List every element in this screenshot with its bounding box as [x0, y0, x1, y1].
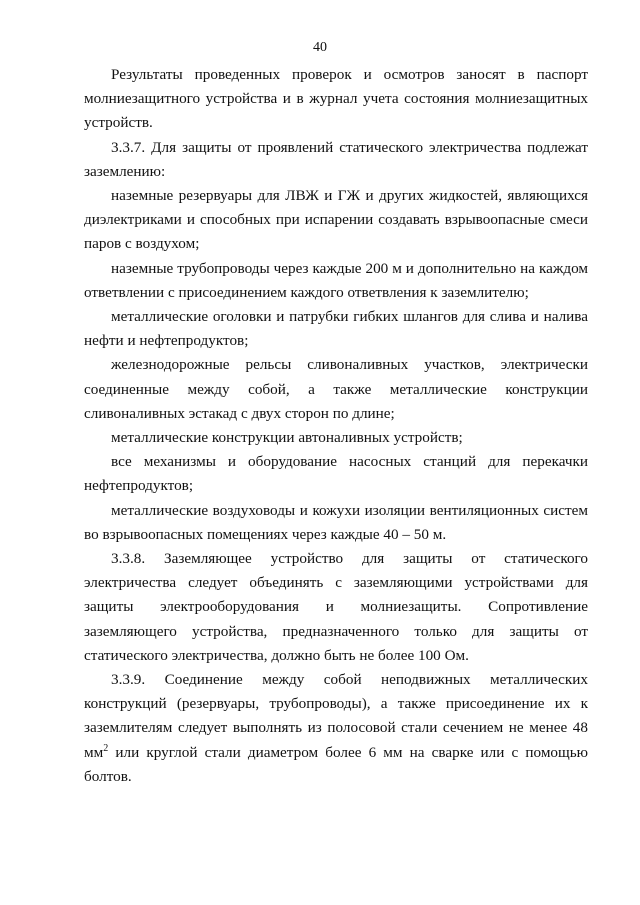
list-item-pump-stations: все механизмы и оборудование насосных станций для перекачки нефтепродуктов;: [84, 453, 588, 495]
list-item-auto-loading: металлические конструкции автоналивных устройств;: [111, 429, 463, 447]
paragraph-3-3-7: 3.3.7. Для защиты от проявлений статического электричества подлежат заземлению:: [84, 138, 588, 180]
paragraph-3-3-9-text-after: или круглой стали диаметром более 6 мм на сварке или с помощью болтов.: [84, 743, 588, 785]
list-item-rails: железнодорожные рельсы сливоналивных участков, электрически соединенные между собой, а также металлические конструкции сливоналивных эстакад с двух сторон по длине;: [84, 356, 588, 422]
paragraph-results: Результаты проведенных проверок и осмотров заносят в паспорт молниезащитного устройства и в журнал учета состояния молниезащитных устройств.: [84, 66, 588, 132]
list-item-hoses: металлические оголовки и патрубки гибких шлангов для слива и налива нефти и нефтепродуктов;: [84, 308, 588, 350]
page-number: 40: [313, 40, 327, 55]
document-body: [84, 63, 588, 789]
paragraph-3-3-9-text-before: 3.3.9. Соединение между собой неподвижных металлических конструкций (резервуары, трубопроводы), а также присоединение их к заземлителям следует выполнять из полосовой стали сечением не менее 48 мм: [84, 671, 588, 761]
paragraph-3-3-8: 3.3.8. Заземляющее устройство для защиты от статического электричества следует объединять с заземляющими устройствами для защиты электрооборудования и молниезащиты. Сопротивление заземляющего устройства, предназначенного только для защиты от статического электричества, должно быть не более 100 Ом.: [84, 550, 588, 664]
paragraph-3-3-9: [84, 668, 588, 789]
list-item-pipelines: наземные трубопроводы через каждые 200 м и дополнительно на каждом ответвлении с присоединением каждого ответвления к заземлителю;: [84, 259, 588, 301]
list-item-reservoirs: наземные резервуары для ЛВЖ и ГЖ и других жидкостей, являющихся диэлектриками и способных при испарении создавать взрывоопасные смеси паров с воздухом;: [84, 187, 588, 253]
list-item-air-ducts: металлические воздуховоды и кожухи изоляции вентиляционных систем во взрывоопасных помещениях через каждые 40 – 50 м.: [84, 501, 588, 543]
superscript-2: 2: [103, 742, 109, 754]
